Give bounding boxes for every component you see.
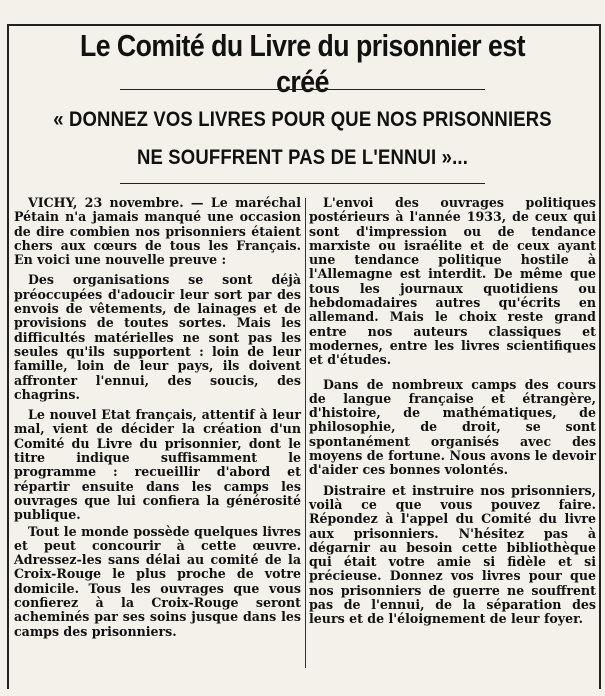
- dateline: VICHY, 23 novembre.: [28, 195, 184, 210]
- left-paragraph-2: Des organisations se sont déjà préoccupées d'adoucir leur sort par des envois de vêtements, de lainages et de provisions de toutes sortes. Mais les difficultés matérielles ne sont pas les seules qu'ils supportent : loin de leur famille, loin de leur pays, ils doivent affronter l'ennui, des soucis, des chagrins.: [14, 272, 301, 402]
- left-paragraph-1: [14, 196, 301, 267]
- left-paragraph-4: Tout le monde possède quelques livres et peut concourir à cette œuvre. Adressez-les sans délai au comité de la Croix-Rouge le plus proche de votre domicile. Tous les ouvrages que vous confierez à la Croix-Rouge seront acheminés par ses soins jusque dans les camps des prisonniers.: [14, 523, 301, 639]
- headline-rule: [120, 89, 485, 90]
- left-paragraph-3: Le nouvel Etat français, attentif à leur mal, vient de décider la création d'un Comité du Livre du prisonnier, dont le titre indique suffisamment le programme : recueillir d'abord et répartir ensuite dans les camps les ouvrages que lui confiera la générosité publique.: [14, 407, 301, 523]
- top-rule: [7, 24, 601, 26]
- subhead-rule: [120, 183, 485, 184]
- right-paragraph-3: Distraire et instruire nos prisonniers, voilà ce que vous pouvez faire. Répondez à l'appel du Comité du livre aux prisonniers. N'hésitez pas à dégarnir au besoin cette bibliothèque qui était votre amie si fidèle et si précieuse. Donnez vos livres pour que nos prisonniers de guerre ne souffrent pas de l'ennui, de la séparation des leurs et de l'éloignement de leur foyer.: [309, 482, 596, 627]
- right-column: [309, 196, 596, 686]
- subhead-line-2: NE SOUFFRENT PAS DE L'ENNUI »...: [136, 146, 469, 169]
- headline: Le Comité du Livre du prisonnier est créé: [79, 28, 526, 99]
- right-paragraph-1: L'envoi des ouvrages politiques postérieurs à l'année 1933, de ceux qui sont d'impression ou de tendance marxiste ou israélite et de ceux ayant une tendance politique hostile à l'Allemagne est interdit. De même que tous les journaux quotidiens ou hebdomadaires autres qu'écrits en allemand. Mais le choix reste grand entre nos auteurs classiques et modernes, entre les livres scientifiques et d'études.: [309, 195, 596, 368]
- left-paragraph-1-text: — Le maréchal Pétain n'a jamais manqué une occasion de dire combien nos prisonniers étaient chers aux cœurs de tous les Français. En voici une nouvelle preuve :: [14, 195, 301, 268]
- right-paragraph-2: Dans de nombreux camps des cours de langue française et étrangère, d'histoire, de mathématiques, de philosophie, de droit, se sont spontanément organisés avec des moyens de fortune. Nous avons le devoir d'aider ces bonnes volontés.: [309, 376, 596, 478]
- subhead-line-1: « DONNEZ VOS LIVRES POUR QUE NOS PRISONNIERS: [53, 108, 552, 131]
- left-column: [14, 196, 301, 686]
- column-divider: [305, 198, 306, 668]
